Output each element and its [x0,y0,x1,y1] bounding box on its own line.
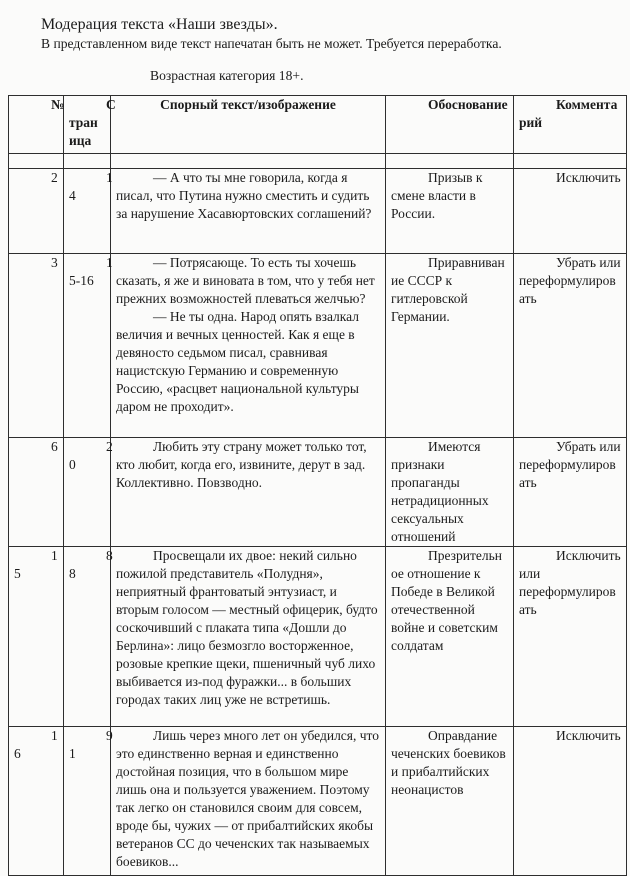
cell-page [64,254,111,438]
disputed-paragraph: Просвещали их двое: некий сильно пожилой представитель «Полудня», неприятный франтоватый энтузиаст, и вторым голосом — местный офицерик, будто соскочивший с плаката типа «Дошли до Берлина»: лицо безмозгло восторженное, розовые крепкие щеки, пшеничный чуб лихо выбивается из-под фуражки... в больших городах таких лиц уже не встретишь. [116,548,378,707]
cell-disputed-text [111,169,386,254]
cell-comment [514,254,627,438]
cell-comment [514,727,627,876]
cell-comment [514,169,627,254]
justification-text: Оправдание чеченских боевиков и прибалтийских неонацистов [391,728,506,797]
disputed-paragraph: — Не ты одна. Народ опять взалкал величия и вечных ценностей. Как я еще в девяносто седьмом писал, сравнивая нацистскую Германию и современную Россию, «расцвет национальной культуры даром не проходит». [116,309,360,414]
cell-page [64,169,111,254]
cell-page [64,547,111,727]
empty-cell [64,154,111,169]
moderation-table [8,95,627,876]
empty-cell [386,154,514,169]
age-category-note: Возрастная категория 18+. [150,68,304,83]
row-page: 15-16 [69,255,113,288]
comment-text: Убрать или переформулировать [519,439,621,490]
cell-num [9,169,64,254]
cell-num [9,438,64,547]
cell-comment [514,547,627,727]
header-num-label: № [51,97,65,112]
empty-cell [514,154,627,169]
cell-disputed-text [111,547,386,727]
table-header-row [9,96,627,154]
cell-justification [386,254,514,438]
row-num: 16 [14,728,58,761]
empty-cell [111,154,386,169]
header-comment-label: Комментарий [519,97,618,130]
table-row [9,438,627,547]
cell-num [9,727,64,876]
justification-text: Презрительное отношение к Победе в Великой отечественной войне и советским солдатам [391,548,502,653]
cell-justification [386,169,514,254]
row-page: 14 [69,170,113,203]
cell-disputed-text [111,727,386,876]
cell-justification [386,438,514,547]
disputed-paragraph: Лишь через много лет он убедился, что это единственно верная и единственно достойная позиция, что в большом мире лишь она и пользуется уважением. Поэтому так легко он становился своим для совсем, вроде бы, чужих — от прибалтийских якобы ветеранов СС до чеченских так называемых боевиков... [116,728,380,869]
header-cell-justification [386,96,514,154]
cell-disputed-text [111,254,386,438]
row-page: 91 [69,728,113,761]
table-row [9,727,627,876]
table-row [9,254,627,438]
disputed-paragraph: — А что ты мне говорила, когда я писал, что Путина нужно сместить и судить за нарушение Хасавюртовских соглашений? [116,170,372,221]
row-num: 3 [51,255,58,270]
comment-text: Исключить или переформулировать [519,548,621,617]
row-num: 6 [51,439,58,454]
row-num: 2 [51,170,58,185]
row-num: 15 [14,548,58,581]
cell-page [64,438,111,547]
comment-text: Исключить [556,728,621,743]
header-cell-num [9,96,64,154]
cell-disputed-text [111,438,386,547]
header-justification-label: Обоснование [428,97,508,112]
empty-cell [9,154,64,169]
header-cell-page [64,96,116,154]
cell-num [9,547,64,727]
disputed-paragraph: Любить эту страну может только тот, кто любит, когда его, извините, дерут в зад. Коллективно. Повзводно. [116,439,367,490]
comment-text: Исключить [556,170,621,185]
header-cell-text [111,96,386,154]
header-page-label: Страница [69,97,116,148]
table-row-empty [9,154,627,169]
cell-num [9,254,64,438]
table-row [9,547,627,727]
table-row [9,169,627,254]
row-page: 88 [69,548,113,581]
cell-justification [386,547,514,727]
cell-justification [386,727,514,876]
cell-comment [514,438,627,547]
comment-text: Убрать или переформулировать [519,255,621,306]
justification-text: Приравнивание СССР к гитлеровской Германии. [391,255,505,324]
header-cell-comment [514,96,627,154]
cell-page [64,727,111,876]
disputed-paragraph: — Потрясающе. То есть ты хочешь сказать, я же и виновата в том, что у тебя нет прежних возможностей плеваться желчью? [116,255,375,306]
row-page: 20 [69,439,113,472]
header-text-label: Спорный текст/изображение [160,97,336,112]
justification-text: Призыв к смене власти в России. [391,170,483,221]
justification-text: Имеются признаки пропаганды нетрадиционных сексуальных отношений [391,439,489,544]
document-title: Модерация текста «Наши звезды». [41,16,278,33]
document-subtitle: В представленном виде текст напечатан быть не может. Требуется переработка. [41,36,502,51]
